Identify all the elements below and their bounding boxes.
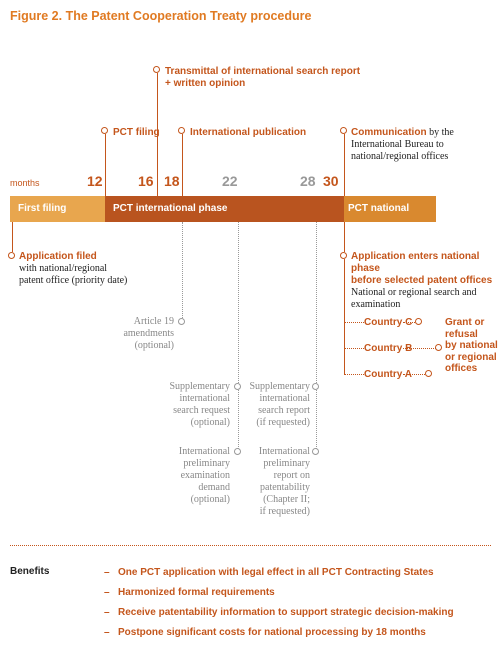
pct-filing-connector [105, 134, 106, 196]
grant-label [445, 317, 498, 375]
month-30: 30 [323, 173, 339, 189]
ipr-marker-icon [312, 448, 319, 455]
national-entry-bold-1: Application enters national phase [351, 251, 480, 274]
transmittal-label [165, 66, 360, 89]
grant-line-4: or regional [445, 351, 497, 363]
transmittal-line-2: + written opinion [165, 77, 246, 89]
grant-line-3: by national [445, 340, 498, 351]
transmittal-marker-icon [153, 66, 160, 73]
benefits-divider [10, 545, 491, 546]
communication-label [351, 127, 454, 163]
country-a-label: Country A [364, 369, 412, 380]
national-entry-label [351, 251, 501, 311]
article19-connector [182, 222, 183, 318]
supp-report-label [230, 381, 310, 429]
national-phase-text: PCT national phase [348, 203, 410, 240]
country-c-marker-icon [415, 318, 422, 325]
application-filed-bold: Application filed [19, 251, 97, 262]
figure-title: Figure 2. The Patent Cooperation Treaty procedure [10, 9, 312, 23]
international-phase-bar [105, 196, 344, 222]
article19-label [100, 316, 174, 352]
article19-line-2: amendments [123, 328, 174, 339]
country-b-marker-icon [435, 344, 442, 351]
supp-report-line-4: (if requested) [256, 417, 310, 428]
benefit-dash-2: – [104, 587, 110, 598]
supp-request-connector [238, 222, 239, 383]
communication-line-2: International Bureau to [351, 139, 444, 150]
pct-filing-label: PCT filing [113, 127, 160, 138]
benefit-item-3: Receive patentability information to support strategic decision-making [118, 607, 454, 618]
grant-line-2: refusal [445, 328, 478, 340]
international-phase-text: PCT international phase [113, 203, 228, 214]
supp-report-line-3: search report [258, 405, 310, 416]
ipr-line-1: International [258, 446, 310, 457]
grant-line-1: Grant or [445, 317, 485, 328]
benefit-item-1: One PCT application with legal effect in all PCT Contracting States [118, 567, 434, 578]
country-b-line-2 [403, 348, 436, 349]
month-18: 18 [164, 173, 180, 189]
supp-report-line-1: Supplementary [249, 381, 310, 392]
month-28: 28 [300, 173, 316, 189]
application-filed-connector [12, 222, 13, 252]
supp-report-marker-icon [312, 383, 319, 390]
country-a-line-2 [403, 374, 425, 375]
communication-connector [344, 134, 345, 196]
publication-label: International publication [190, 127, 307, 138]
pct-filing-marker-icon [101, 127, 108, 134]
country-b-line [344, 348, 364, 349]
supp-request-label [150, 381, 230, 429]
publication-marker-icon [178, 127, 185, 134]
national-entry-bold-2: before selected patent offices [351, 275, 493, 286]
article19-line-3: (optional) [134, 340, 174, 351]
country-a-line [344, 374, 364, 375]
ipr-line-6: if requested) [259, 506, 310, 517]
national-entry-stem [344, 259, 345, 375]
country-b-label: Country B [364, 343, 413, 354]
supp-report-connector [316, 222, 317, 383]
supp-report-stem [316, 390, 317, 451]
supp-request-line-4: (optional) [190, 417, 230, 428]
publication-connector [182, 134, 183, 196]
month-16: 16 [138, 173, 154, 189]
first-filing-text: First filing [18, 203, 67, 214]
ipe-demand-label [150, 446, 230, 506]
first-filing-bar [10, 196, 105, 222]
country-c-line-2 [403, 322, 415, 323]
benefit-dash-3: – [104, 607, 110, 618]
communication-bold: Communication [351, 127, 427, 138]
ipe-demand-line-5: (optional) [190, 494, 230, 505]
country-c-line [344, 322, 364, 323]
communication-line-3: national/regional offices [351, 151, 449, 162]
national-entry-marker-icon [340, 252, 347, 259]
month-12: 12 [87, 173, 103, 189]
ipe-demand-line-1: International [178, 446, 230, 457]
ipe-demand-line-4: demand [198, 482, 230, 493]
benefit-item-4: Postpone significant costs for national processing by 18 months [118, 627, 426, 638]
application-filed-line-1: with national/regional [19, 263, 108, 274]
ipe-demand-line-2: preliminary [183, 458, 230, 469]
communication-line-1: by the [426, 127, 454, 138]
national-entry-line-2: examination [351, 299, 401, 310]
months-label: months [10, 178, 40, 188]
ipr-line-4: patentability [260, 482, 310, 493]
application-filed-marker-icon [8, 252, 15, 259]
application-filed-line-2: patent office (priority date) [19, 275, 128, 286]
benefit-dash-1: – [104, 567, 110, 578]
transmittal-line-1: Transmittal of international search report [165, 66, 361, 77]
grant-line-5: offices [445, 363, 478, 374]
benefits-heading: Benefits [10, 566, 50, 577]
country-a-marker-icon [425, 370, 432, 377]
month-22: 22 [222, 173, 238, 189]
ipr-line-2: preliminary [263, 458, 310, 469]
benefit-item-2: Harmonized formal requirements [118, 587, 275, 598]
country-c-label: Country C [364, 317, 413, 328]
application-filed-label [19, 251, 127, 287]
supp-request-line-2: international [179, 393, 230, 404]
article19-marker-icon [178, 318, 185, 325]
ipr-line-3: report on [273, 470, 310, 481]
national-phase-bar [344, 196, 436, 240]
supp-request-line-3: search request [173, 405, 230, 416]
communication-marker-icon [340, 127, 347, 134]
ipr-label [230, 446, 310, 518]
ipe-demand-line-3: examination [180, 470, 230, 481]
national-entry-connector [344, 222, 345, 252]
supp-report-line-2: international [259, 393, 310, 404]
benefit-dash-4: – [104, 627, 110, 638]
ipr-line-5: (Chapter II; [263, 494, 310, 505]
article19-line-1: Article 19 [133, 316, 174, 327]
supp-request-line-1: Supplementary [169, 381, 230, 392]
national-entry-line-1: National or regional search and [351, 287, 477, 298]
